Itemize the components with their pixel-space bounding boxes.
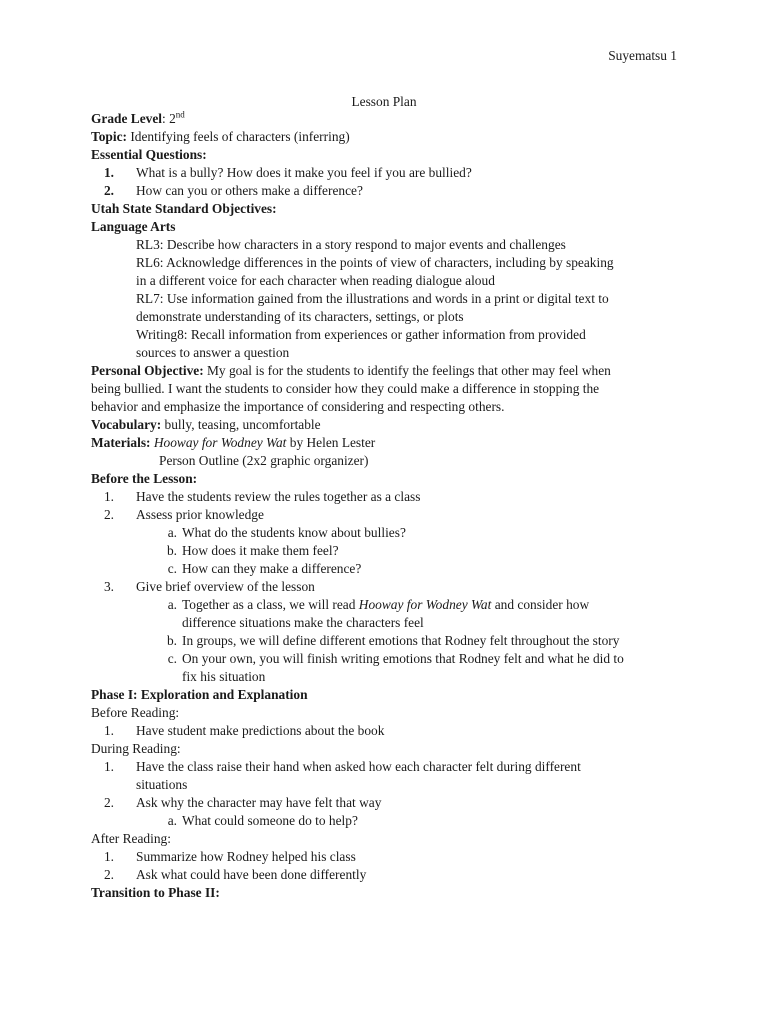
- topic-value: Identifying feels of characters (inferring): [126, 129, 350, 144]
- list-text: Ask what could have been done differently: [136, 867, 367, 882]
- sub-list-letter: a.: [167, 525, 177, 540]
- sub-list-item: [91, 812, 691, 830]
- sub-list-letter: c.: [167, 561, 177, 576]
- list-item: [91, 794, 691, 812]
- sub-list-letter: c.: [167, 651, 177, 666]
- standard-line: [91, 236, 691, 254]
- before-lesson-label: Before the Lesson:: [91, 471, 198, 486]
- language-arts-label: Language Arts: [91, 219, 176, 234]
- sub-list-text: On your own, you will finish writing emotions that Rodney felt and what he did to: [182, 651, 624, 666]
- sub-list-text: What could someone do to help?: [182, 813, 358, 828]
- essential-question-item: [91, 164, 691, 182]
- list-number: 2.: [103, 795, 114, 810]
- vocabulary-label: Vocabulary:: [91, 417, 162, 432]
- sub-list-text: fix his situation: [182, 669, 266, 684]
- materials-item: Person Outline (2x2 graphic organizer): [159, 453, 369, 468]
- list-number: 1.: [103, 723, 114, 738]
- list-text: What is a bully? How does it make you feel if you are bullied?: [136, 165, 472, 180]
- list-number: 1.: [103, 849, 114, 864]
- list-text: Give brief overview of the lesson: [136, 579, 315, 594]
- sub-list-item: [91, 632, 691, 650]
- list-text: Summarize how Rodney helped his class: [136, 849, 356, 864]
- after-reading-heading: After Reading:: [91, 831, 171, 846]
- standard-text: RL3: Describe how characters in a story respond to major events and challenges: [136, 237, 566, 252]
- personal-objective-text: being bullied. I want the students to consider how they could make a difference in stopping the: [91, 381, 600, 396]
- standard-line: [91, 290, 691, 308]
- language-arts-heading: [91, 218, 691, 236]
- standard-text: sources to answer a question: [136, 345, 290, 360]
- materials-line: [91, 434, 691, 452]
- phase-one-heading: [91, 686, 691, 704]
- sub-list-text: and consider how: [491, 597, 590, 612]
- vocabulary-value: bully, teasing, uncomfortable: [161, 417, 321, 432]
- list-item: [91, 866, 691, 884]
- list-item: [91, 488, 691, 506]
- standard-line: [91, 344, 691, 362]
- sub-list-item: [91, 650, 691, 668]
- list-item: [91, 578, 691, 596]
- transition-heading: [91, 884, 691, 902]
- vocabulary-line: [91, 416, 691, 434]
- book-title: Hooway for Wodney Wat: [358, 597, 492, 612]
- grade-level-line: [91, 110, 691, 128]
- personal-objective-line: [91, 362, 691, 380]
- list-text: How can you or others make a difference?: [136, 183, 363, 198]
- standard-line: [91, 326, 691, 344]
- book-title: Hooway for Wodney Wat: [153, 435, 287, 450]
- standard-text: Writing8: Recall information from experiences or gather information from provided: [136, 327, 586, 342]
- grade-level-value: : 2: [162, 111, 176, 126]
- standards-heading: [91, 200, 691, 218]
- sub-list-letter: b.: [166, 543, 177, 558]
- list-text: Have the students review the rules together as a class: [136, 489, 421, 504]
- standard-line: [91, 272, 691, 290]
- list-number: 3.: [103, 579, 114, 594]
- grade-level-suffix: nd: [175, 109, 185, 120]
- book-author: by Helen Lester: [286, 435, 376, 450]
- list-number: 1.: [103, 759, 114, 774]
- list-number: 1.: [103, 165, 114, 180]
- standard-line: [91, 308, 691, 326]
- list-item: [91, 506, 691, 524]
- sub-list-text: What do the students know about bullies?: [182, 525, 406, 540]
- sub-list-letter: a.: [167, 597, 177, 612]
- personal-objective-line: [91, 398, 691, 416]
- sub-list-text: difference situations make the characters feel: [182, 615, 424, 630]
- page-title: Lesson Plan: [351, 94, 417, 109]
- standard-text: RL7: Use information gained from the illustrations and words in a print or digital text to: [136, 291, 609, 306]
- personal-objective-text: My goal is for the students to identify the feelings that other may feel when: [203, 363, 611, 378]
- essential-question-item: [91, 182, 691, 200]
- grade-level-label: Grade Level: [91, 111, 163, 126]
- list-text: Have student make predictions about the book: [136, 723, 385, 738]
- list-number: 1.: [103, 489, 114, 504]
- topic-line: [91, 128, 691, 146]
- list-item: [91, 758, 691, 776]
- document-body: [91, 110, 691, 902]
- list-text: Ask why the character may have felt that way: [136, 795, 382, 810]
- before-lesson-heading: [91, 470, 691, 488]
- during-reading-heading: During Reading:: [91, 741, 181, 756]
- topic-label: Topic:: [91, 129, 127, 144]
- standard-text: RL6: Acknowledge differences in the points of view of characters, including by speaking: [136, 255, 614, 270]
- sub-list-item: [91, 524, 691, 542]
- before-reading-heading: Before Reading:: [91, 705, 180, 720]
- sub-list-item: [91, 542, 691, 560]
- list-number: 2.: [103, 867, 114, 882]
- sub-list-text: How does it make them feel?: [182, 543, 339, 558]
- personal-objective-text: behavior and emphasize the importance of considering and respecting others.: [91, 399, 505, 414]
- materials-line: [91, 452, 691, 470]
- sub-list-text: In groups, we will define different emotions that Rodney felt throughout the story: [182, 633, 620, 648]
- sub-list-letter: b.: [166, 633, 177, 648]
- sub-list-item-continued: [91, 614, 691, 632]
- phase-one-label: Phase I: Exploration and Explanation: [91, 687, 308, 702]
- essential-questions-heading: [91, 146, 691, 164]
- transition-label: Transition to Phase II:: [91, 885, 220, 900]
- sub-list-text: Together as a class, we will read: [182, 597, 359, 612]
- personal-objective-label: Personal Objective:: [91, 363, 204, 378]
- essential-questions-label: Essential Questions:: [91, 147, 207, 162]
- list-number: 2.: [103, 507, 114, 522]
- list-text: situations: [136, 777, 188, 792]
- sub-list-item: [91, 560, 691, 578]
- sub-list-letter: a.: [167, 813, 177, 828]
- standard-line: [91, 254, 691, 272]
- list-text: Have the class raise their hand when asked how each character felt during different: [136, 759, 581, 774]
- standard-text: demonstrate understanding of its characters, settings, or plots: [136, 309, 464, 324]
- materials-label: Materials:: [91, 435, 151, 450]
- list-number: 2.: [103, 183, 114, 198]
- personal-objective-line: [91, 380, 691, 398]
- sub-list-text: How can they make a difference?: [182, 561, 362, 576]
- standard-text: in a different voice for each character when reading dialogue aloud: [136, 273, 495, 288]
- list-item: [91, 848, 691, 866]
- list-text: Assess prior knowledge: [136, 507, 264, 522]
- running-head: Suyematsu 1: [608, 48, 677, 63]
- sub-list-item: [91, 596, 691, 614]
- list-item: [91, 722, 691, 740]
- sub-list-item-continued: [91, 668, 691, 686]
- list-item-continued: [91, 776, 691, 794]
- standards-label: Utah State Standard Objectives:: [91, 201, 277, 216]
